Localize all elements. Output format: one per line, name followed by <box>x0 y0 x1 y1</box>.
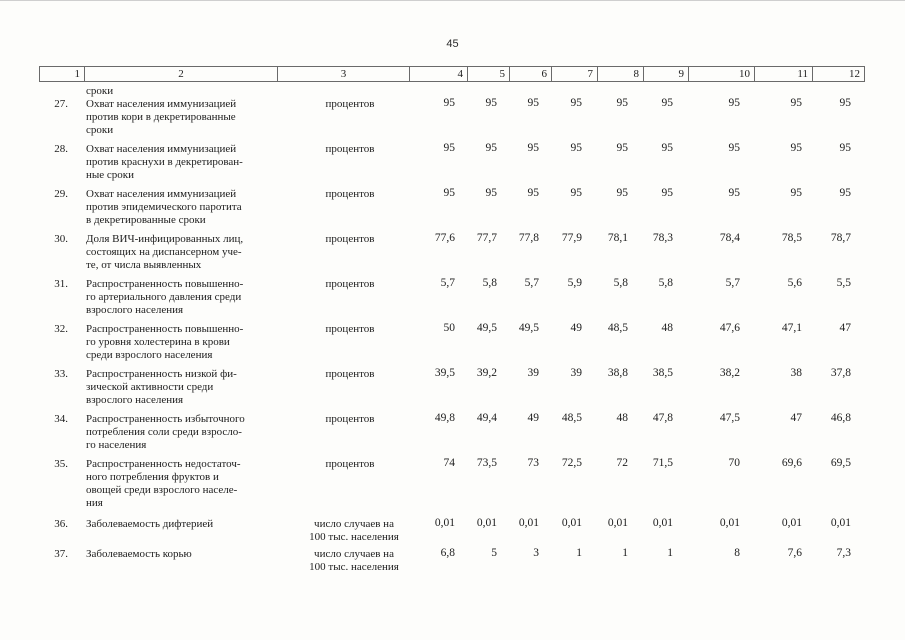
value-cell-col-8: 5,8 <box>613 277 628 289</box>
row-number: 36. <box>54 518 68 530</box>
value-cell-col-9: 78,3 <box>652 232 673 244</box>
value-cell-col-9: 95 <box>661 187 673 199</box>
value-cell-col-7: 72,5 <box>561 457 582 469</box>
value-cell-col-8: 48,5 <box>607 322 628 334</box>
value-cell-col-8: 48 <box>616 412 628 424</box>
indicator-name-line: состоящих на диспансерном уче- <box>86 246 242 258</box>
column-header-10: 10 <box>688 66 754 82</box>
indicator-name-line: потребления соли среди взросло- <box>86 426 242 438</box>
value-cell-col-7: 95 <box>570 97 582 109</box>
value-cell-col-5: 5 <box>491 547 497 559</box>
table-header-row <box>39 66 865 82</box>
continuation-text: сроки <box>86 85 114 97</box>
column-header-12: 12 <box>812 66 865 82</box>
value-cell-col-6: 95 <box>527 187 539 199</box>
indicator-name-line: Распространенность повышенно- <box>86 323 244 335</box>
indicator-name-line: в декретированные сроки <box>86 214 206 226</box>
value-cell-col-4: 0,01 <box>434 517 455 529</box>
unit-of-measure: процентов <box>325 188 375 200</box>
value-cell-col-5: 49,4 <box>476 412 497 424</box>
unit-of-measure: процентов <box>325 458 375 470</box>
indicator-name-line: го артериального давления среди <box>86 291 242 303</box>
value-cell-col-8: 95 <box>616 142 628 154</box>
unit-of-measure: процентов <box>325 278 375 290</box>
column-header-8: 8 <box>597 66 643 82</box>
value-cell-col-6: 39 <box>527 367 539 379</box>
value-cell-col-9: 47,8 <box>652 412 673 424</box>
indicator-name-line: против кори в декретированные <box>86 111 236 123</box>
indicator-name-line: Распространенность избыточного <box>86 413 245 425</box>
indicator-name-line: Распространенность низкой фи- <box>86 368 237 380</box>
row-number: 35. <box>54 458 68 470</box>
indicator-name-line: Распространенность недостаточ- <box>86 458 241 470</box>
column-header-11: 11 <box>754 66 812 82</box>
indicator-name-line: Охват населения иммунизацией <box>86 98 237 110</box>
row-number: 29. <box>54 188 68 200</box>
value-cell-col-8: 38,8 <box>607 367 628 379</box>
value-cell-col-6: 77,8 <box>518 232 539 244</box>
indicator-name-line: Заболеваемость дифтерией <box>86 518 214 530</box>
value-cell-col-10: 95 <box>728 142 740 154</box>
value-cell-col-12: 37,8 <box>830 367 851 379</box>
page-number: 45 <box>446 38 459 50</box>
value-cell-col-6: 49,5 <box>518 322 539 334</box>
indicator-name-line: те, от числа выявленных <box>86 259 202 271</box>
value-cell-col-8: 0,01 <box>607 517 628 529</box>
value-cell-col-11: 5,6 <box>787 277 802 289</box>
value-cell-col-8: 78,1 <box>607 232 628 244</box>
indicator-name-line: Доля ВИЧ-инфицированных лиц, <box>86 233 244 245</box>
value-cell-col-12: 47 <box>839 322 851 334</box>
column-header-9: 9 <box>643 66 688 82</box>
indicator-name-line: взрослого населения <box>86 394 184 406</box>
value-cell-col-11: 47 <box>790 412 802 424</box>
indicator-name-line: против эпидемического паротита <box>86 201 242 213</box>
row-number: 30. <box>54 233 68 245</box>
value-cell-col-12: 5,5 <box>836 277 851 289</box>
indicator-name-line: Охват населения иммунизацией <box>86 143 237 155</box>
indicator-name-line: ного потребления фруктов и <box>86 471 219 483</box>
value-cell-col-7: 77,9 <box>561 232 582 244</box>
value-cell-col-9: 48 <box>661 322 673 334</box>
value-cell-col-8: 95 <box>616 97 628 109</box>
indicator-name-line: против краснухи в декретирован- <box>86 156 243 168</box>
value-cell-col-9: 71,5 <box>652 457 673 469</box>
unit-of-measure: процентов <box>325 233 375 245</box>
value-cell-col-12: 95 <box>839 187 851 199</box>
indicator-name-line: ния <box>86 497 103 509</box>
row-number: 28. <box>54 143 68 155</box>
value-cell-col-11: 7,6 <box>787 547 802 559</box>
value-cell-col-6: 49 <box>527 412 539 424</box>
value-cell-col-4: 95 <box>443 97 455 109</box>
value-cell-col-7: 95 <box>570 142 582 154</box>
column-header-6: 6 <box>509 66 551 82</box>
value-cell-col-12: 95 <box>839 97 851 109</box>
value-cell-col-5: 73,5 <box>476 457 497 469</box>
value-cell-col-11: 69,6 <box>781 457 802 469</box>
value-cell-col-11: 0,01 <box>781 517 802 529</box>
value-cell-col-12: 78,7 <box>830 232 851 244</box>
value-cell-col-8: 95 <box>616 187 628 199</box>
indicator-name-line: го населения <box>86 439 147 451</box>
value-cell-col-5: 77,7 <box>476 232 497 244</box>
value-cell-col-5: 49,5 <box>476 322 497 334</box>
indicator-name-line: сроки <box>86 124 114 136</box>
value-cell-col-4: 95 <box>443 142 455 154</box>
value-cell-col-10: 47,6 <box>719 322 740 334</box>
value-cell-col-7: 5,9 <box>567 277 582 289</box>
row-number: 33. <box>54 368 68 380</box>
column-header-5: 5 <box>467 66 509 82</box>
value-cell-col-10: 0,01 <box>719 517 740 529</box>
value-cell-col-5: 95 <box>485 187 497 199</box>
value-cell-col-10: 78,4 <box>719 232 740 244</box>
indicator-name-line: овощей среди взрослого населе- <box>86 484 238 496</box>
value-cell-col-9: 95 <box>661 142 673 154</box>
value-cell-col-11: 95 <box>790 97 802 109</box>
value-cell-col-8: 72 <box>616 457 628 469</box>
value-cell-col-8: 1 <box>622 547 628 559</box>
value-cell-col-10: 5,7 <box>725 277 740 289</box>
row-number: 37. <box>54 548 68 560</box>
indicator-name-line: Охват населения иммунизацией <box>86 188 237 200</box>
indicator-name-line: Заболеваемость корью <box>86 548 192 560</box>
value-cell-col-6: 3 <box>533 547 539 559</box>
indicator-name-line: зической активности среди <box>86 381 214 393</box>
indicator-name-line: го уровня холестерина в крови <box>86 336 230 348</box>
unit-of-measure: процентов <box>325 98 375 110</box>
value-cell-col-6: 95 <box>527 97 539 109</box>
value-cell-col-12: 7,3 <box>836 547 851 559</box>
value-cell-col-7: 0,01 <box>561 517 582 529</box>
page-top-edge <box>0 0 905 1</box>
value-cell-col-4: 77,6 <box>434 232 455 244</box>
unit-of-measure: 100 тыс. населения <box>309 561 399 573</box>
value-cell-col-9: 1 <box>667 547 673 559</box>
value-cell-col-6: 5,7 <box>524 277 539 289</box>
column-header-4: 4 <box>409 66 467 82</box>
row-number: 27. <box>54 98 68 110</box>
column-header-3: 3 <box>277 66 409 82</box>
value-cell-col-5: 0,01 <box>476 517 497 529</box>
indicator-name-line: взрослого населения <box>86 304 184 316</box>
value-cell-col-9: 95 <box>661 97 673 109</box>
unit-of-measure: процентов <box>325 323 375 335</box>
value-cell-col-9: 38,5 <box>652 367 673 379</box>
value-cell-col-7: 1 <box>576 547 582 559</box>
value-cell-col-7: 39 <box>570 367 582 379</box>
unit-of-measure: процентов <box>325 413 375 425</box>
value-cell-col-6: 0,01 <box>518 517 539 529</box>
row-number: 34. <box>54 413 68 425</box>
value-cell-col-12: 95 <box>839 142 851 154</box>
row-number: 31. <box>54 278 68 290</box>
value-cell-col-11: 78,5 <box>781 232 802 244</box>
value-cell-col-5: 39,2 <box>476 367 497 379</box>
value-cell-col-4: 50 <box>443 322 455 334</box>
unit-of-measure: процентов <box>325 368 375 380</box>
value-cell-col-12: 0,01 <box>830 517 851 529</box>
value-cell-col-5: 95 <box>485 142 497 154</box>
value-cell-col-6: 95 <box>527 142 539 154</box>
value-cell-col-4: 95 <box>443 187 455 199</box>
column-header-2: 2 <box>84 66 277 82</box>
value-cell-col-4: 39,5 <box>434 367 455 379</box>
indicator-name-line: ные сроки <box>86 169 135 181</box>
value-cell-col-9: 0,01 <box>652 517 673 529</box>
value-cell-col-10: 95 <box>728 97 740 109</box>
value-cell-col-12: 46,8 <box>830 412 851 424</box>
unit-of-measure: 100 тыс. населения <box>309 531 399 543</box>
value-cell-col-7: 48,5 <box>561 412 582 424</box>
indicator-name-line: Распространенность повышенно- <box>86 278 244 290</box>
value-cell-col-5: 95 <box>485 97 497 109</box>
value-cell-col-6: 73 <box>527 457 539 469</box>
value-cell-col-11: 95 <box>790 187 802 199</box>
row-number: 32. <box>54 323 68 335</box>
value-cell-col-5: 5,8 <box>482 277 497 289</box>
unit-of-measure: число случаев на <box>314 518 394 530</box>
value-cell-col-11: 95 <box>790 142 802 154</box>
value-cell-col-4: 5,7 <box>440 277 455 289</box>
unit-of-measure: число случаев на <box>314 548 394 560</box>
value-cell-col-4: 6,8 <box>440 547 455 559</box>
value-cell-col-7: 95 <box>570 187 582 199</box>
value-cell-col-4: 74 <box>443 457 455 469</box>
value-cell-col-7: 49 <box>570 322 582 334</box>
column-header-1: 1 <box>39 66 84 82</box>
value-cell-col-12: 69,5 <box>830 457 851 469</box>
value-cell-col-10: 47,5 <box>719 412 740 424</box>
indicator-name-line: среди взрослого населения <box>86 349 213 361</box>
value-cell-col-10: 8 <box>734 547 740 559</box>
value-cell-col-11: 47,1 <box>781 322 802 334</box>
value-cell-col-11: 38 <box>790 367 802 379</box>
value-cell-col-10: 70 <box>728 457 740 469</box>
column-header-7: 7 <box>551 66 597 82</box>
unit-of-measure: процентов <box>325 143 375 155</box>
value-cell-col-4: 49,8 <box>434 412 455 424</box>
value-cell-col-10: 38,2 <box>719 367 740 379</box>
value-cell-col-9: 5,8 <box>658 277 673 289</box>
value-cell-col-10: 95 <box>728 187 740 199</box>
